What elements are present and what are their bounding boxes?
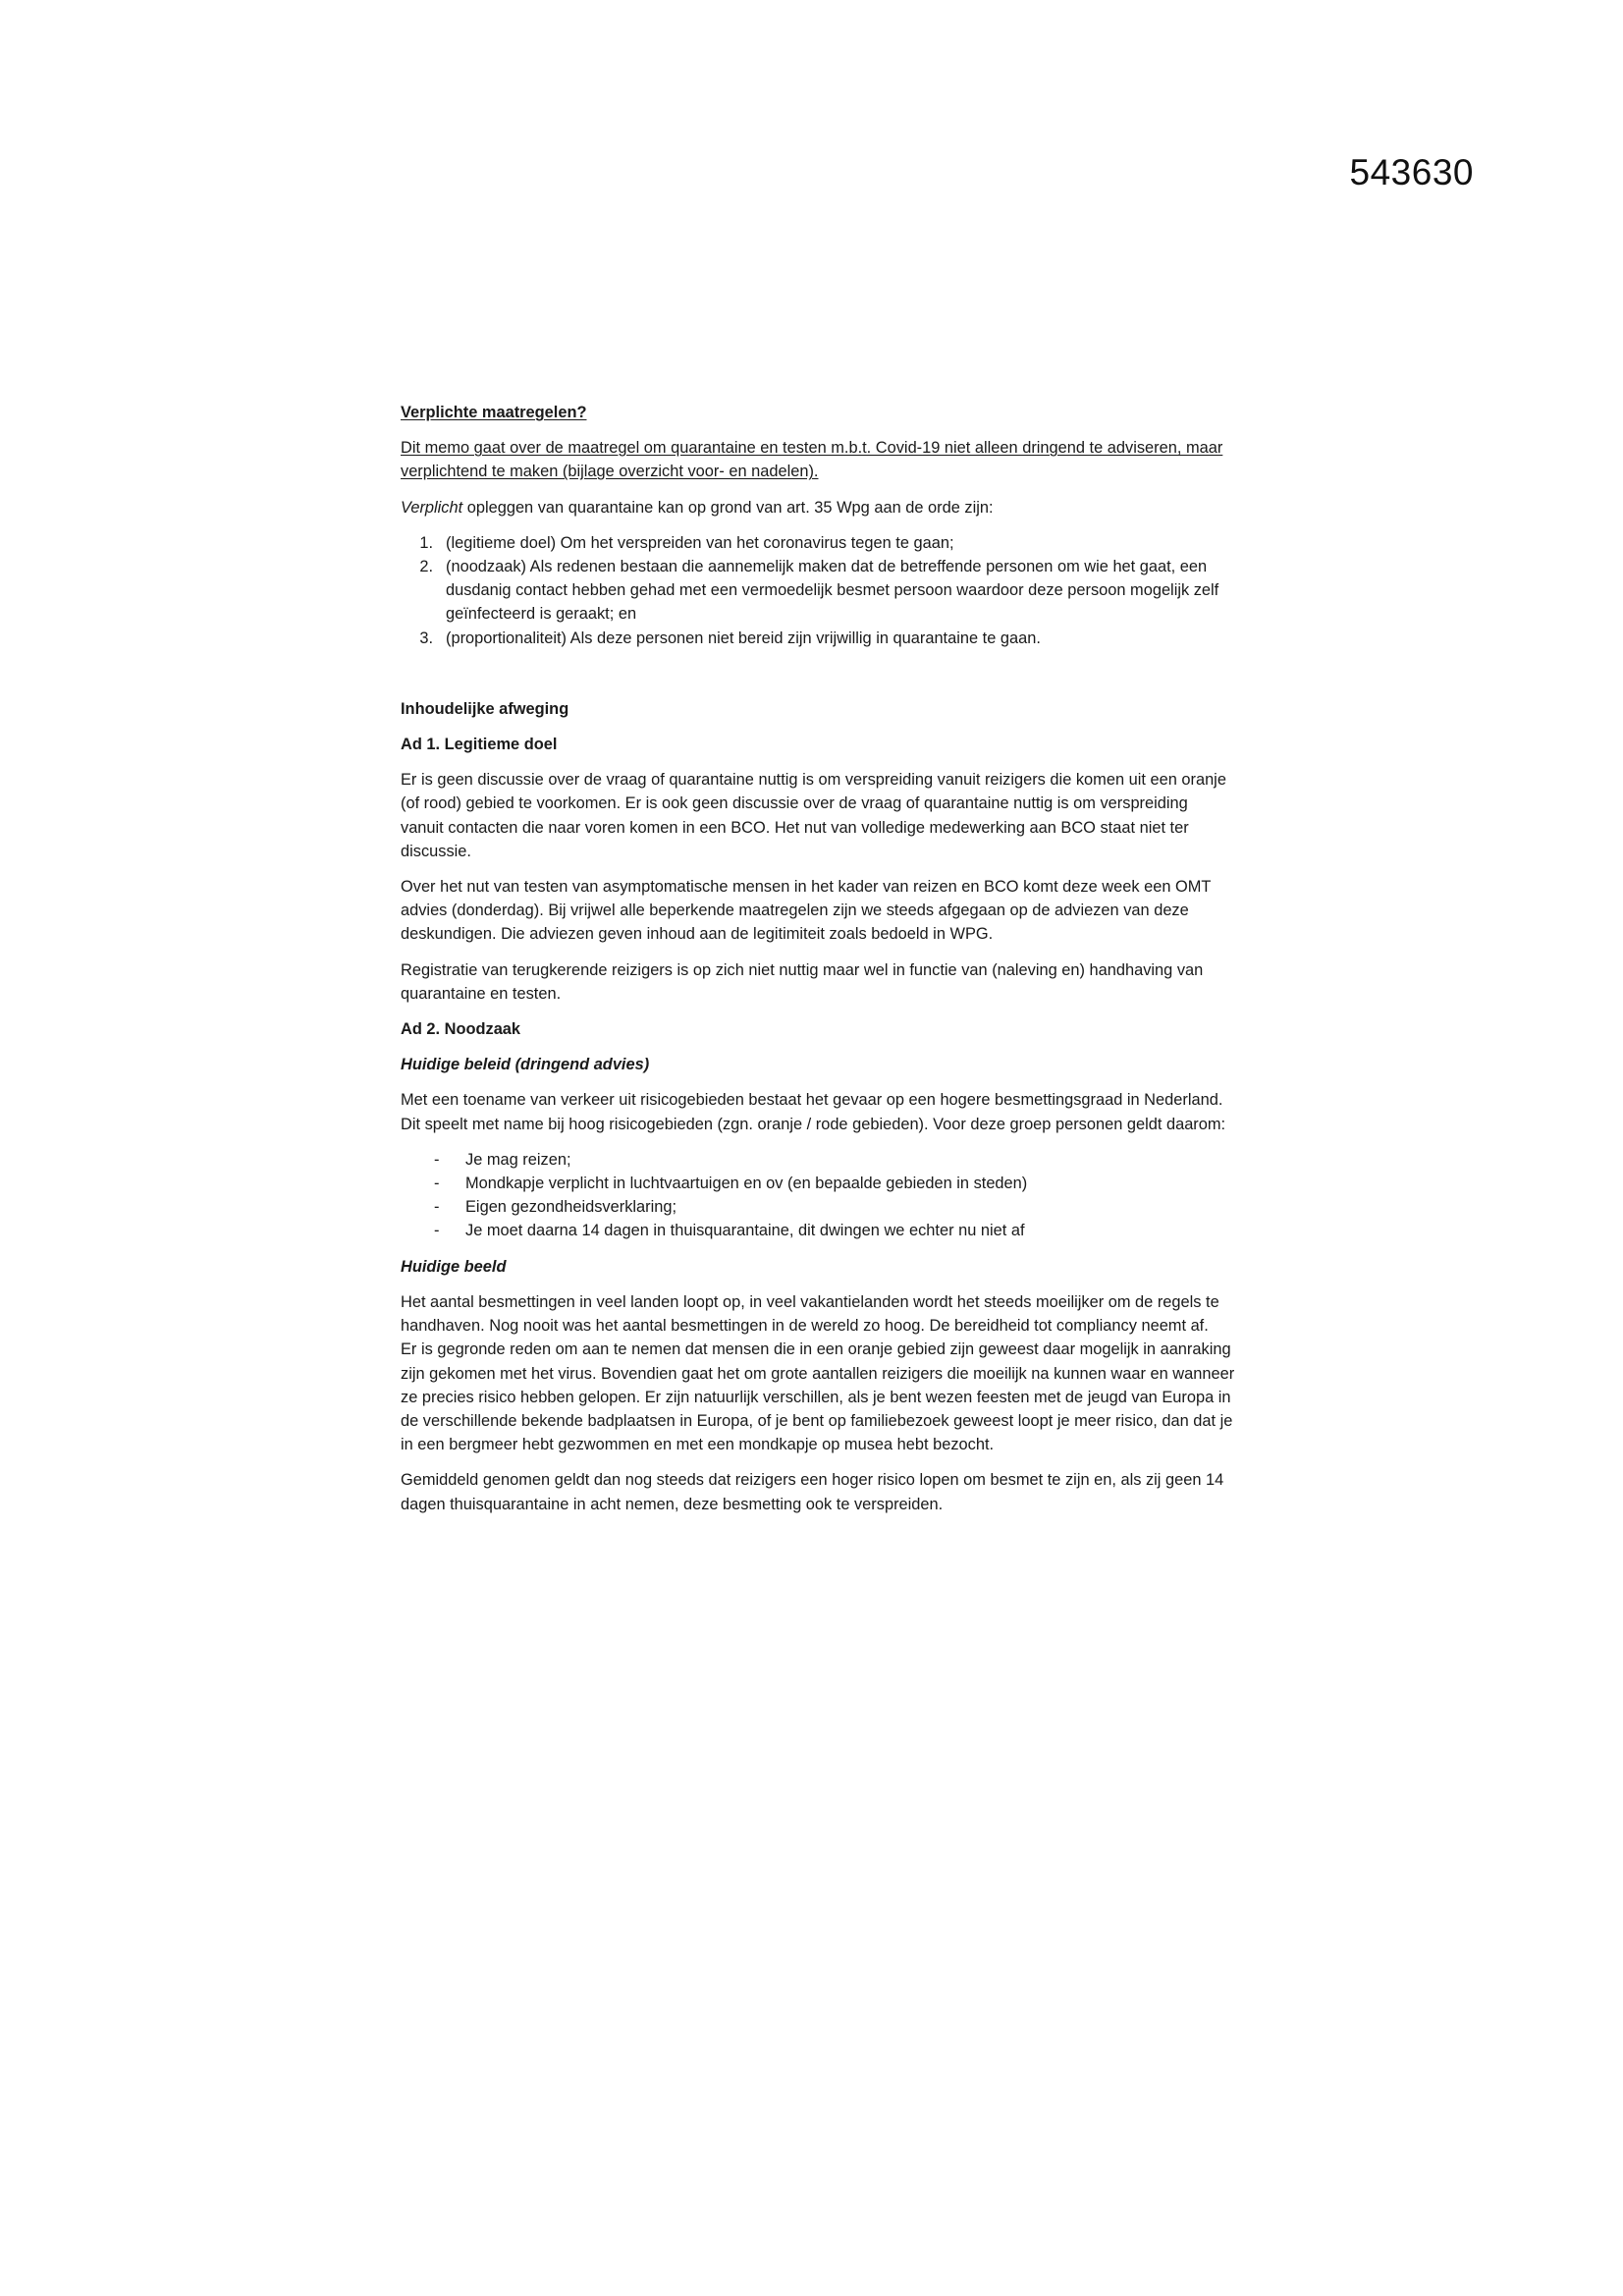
beleid-item (401, 1172, 1235, 1195)
beeld-paragraph-2: Er is gegronde reden om aan te nemen dat mensen die in een oranje gebied zijn geweest daar mogelijk in aanraking zijn gekomen met het virus. Bovendien gaat het om grote aantallen reizigers die moeilijk na kunnen waar en wanneer ze precies risico hebben gelopen. Er zijn natuurlijk verschillen, als je bent wezen feesten met de jeugd van Europa in de verschillende bekende badplaatsen in Europa, of je bent op familiebezoek geweest loopt je meer risico, dan dat je in een bergmeer hebt gezwommen en met een mondkapje op musea hebt bezocht. (401, 1340, 1235, 1454)
beeld-paragraph-1: Het aantal besmettingen in veel landen loopt op, in veel vakantielanden wordt het steeds moeilijker om de regels te handhaven. Nog nooit was het aantal besmettingen in de wereld zo hoog. De bereidheid tot compliancy neemt af. (401, 1292, 1219, 1336)
ad1-paragraph-3: Registratie van terugkerende reizigers is op zich niet nuttig maar wel in functie van (naleving en) handhaving van quarantaine en testen. (401, 960, 1204, 1003)
condition-number: 3. (419, 629, 433, 647)
beleid-item-text: Je mag reizen; (465, 1150, 571, 1169)
beleid-list (401, 1148, 1235, 1243)
conditions-list (401, 531, 1235, 650)
dash-bullet: - (434, 1150, 440, 1169)
memo-title: Verplichte maatregelen? (401, 404, 587, 421)
dash-bullet: - (434, 1175, 440, 1193)
dash-bullet: - (434, 1198, 440, 1217)
legal-basis-paragraph (401, 496, 1235, 519)
ad1-paragraph-2: Over het nut van testen van asymptomatische mensen in het kader van reizen en BCO komt deze week een OMT advies (donderdag). Bij vrijwel alle beperkende maatregelen zijn we steeds afgegaan op de adviezen van deze deskundigen. Die adviezen geven inhoud aan de legitimiteit zoals bedoeld in WPG. (401, 878, 1212, 944)
beleid-item-text: Mondkapje verplicht in luchtvaartuigen en ov (en bepaalde gebieden in steden) (465, 1175, 1028, 1193)
heading-ad2: Ad 2. Noodzaak (401, 1020, 521, 1039)
heading-huidige-beleid: Huidige beleid (dringend advies) (401, 1056, 650, 1074)
condition-number: 2. (419, 558, 433, 576)
condition-item (401, 531, 1235, 555)
condition-number: 1. (419, 533, 433, 552)
condition-text: (legitieme doel) Om het verspreiden van het coronavirus tegen te gaan; (446, 533, 954, 552)
heading-huidige-beeld: Huidige beeld (401, 1257, 507, 1276)
dash-bullet: - (434, 1222, 440, 1240)
condition-item (401, 555, 1235, 627)
beleid-item-text: Eigen gezondheidsverklaring; (465, 1198, 677, 1217)
beleid-item (401, 1195, 1235, 1219)
verplicht-emphasis: Verplicht (401, 498, 463, 517)
heading-afweging: Inhoudelijke afweging (401, 699, 569, 718)
document-number: 543630 (1349, 152, 1474, 192)
beleid-item-text: Je moet daarna 14 dagen in thuisquarantaine, dit dwingen we echter nu niet af (465, 1222, 1025, 1240)
legal-basis-text: opleggen van quarantaine kan op grond van art. 35 Wpg aan de orde zijn: (462, 498, 994, 517)
beleid-item (401, 1219, 1235, 1242)
condition-text: (noodzaak) Als redenen bestaan die aannemelijk maken dat de betreffende personen om wie het gaat, een dusdanig contact hebben gehad met een vermoedelijk besmet persoon waardoor deze persoon mogelijk zelf geïnfecteerd is geraakt; en (446, 558, 1219, 624)
condition-text: (proportionaliteit) Als deze personen niet bereid zijn vrijwillig in quarantaine te gaan. (446, 629, 1041, 647)
memo-body (401, 401, 1235, 1528)
intro-paragraph: Dit memo gaat over de maatregel om quarantaine en testen m.b.t. Covid-19 niet alleen dringend te adviseren, maar verplichtend te maken (bijlage overzicht voor- en nadelen). (401, 439, 1223, 481)
beeld-paragraph-3: Gemiddeld genomen geldt dan nog steeds dat reizigers een hoger risico lopen om besmet te zijn en, als zij geen 14 dagen thuisquarantaine in acht nemen, deze besmetting ook te verspreiden. (401, 1471, 1224, 1513)
heading-ad1: Ad 1. Legitieme doel (401, 736, 558, 754)
beleid-paragraph: Met een toename van verkeer uit risicogebieden bestaat het gevaar op een hogere besmettingsgraad in Nederland. Dit speelt met name bij hoog risicogebieden (zgn. oranje / rode gebieden). Voor deze groep personen geldt daarom: (401, 1091, 1226, 1133)
ad1-paragraph-1: Er is geen discussie over de vraag of quarantaine nuttig is om verspreiding vanuit reizigers die komen uit een oranje (of rood) gebied te voorkomen. Er is ook geen discussie over de vraag of quarantaine nuttig is om verspreiding vanuit contacten die naar voren komen in een BCO. Het nut van volledige medewerking aan BCO staat niet ter discussie. (401, 771, 1226, 860)
condition-item (401, 627, 1235, 650)
beleid-item (401, 1148, 1235, 1172)
